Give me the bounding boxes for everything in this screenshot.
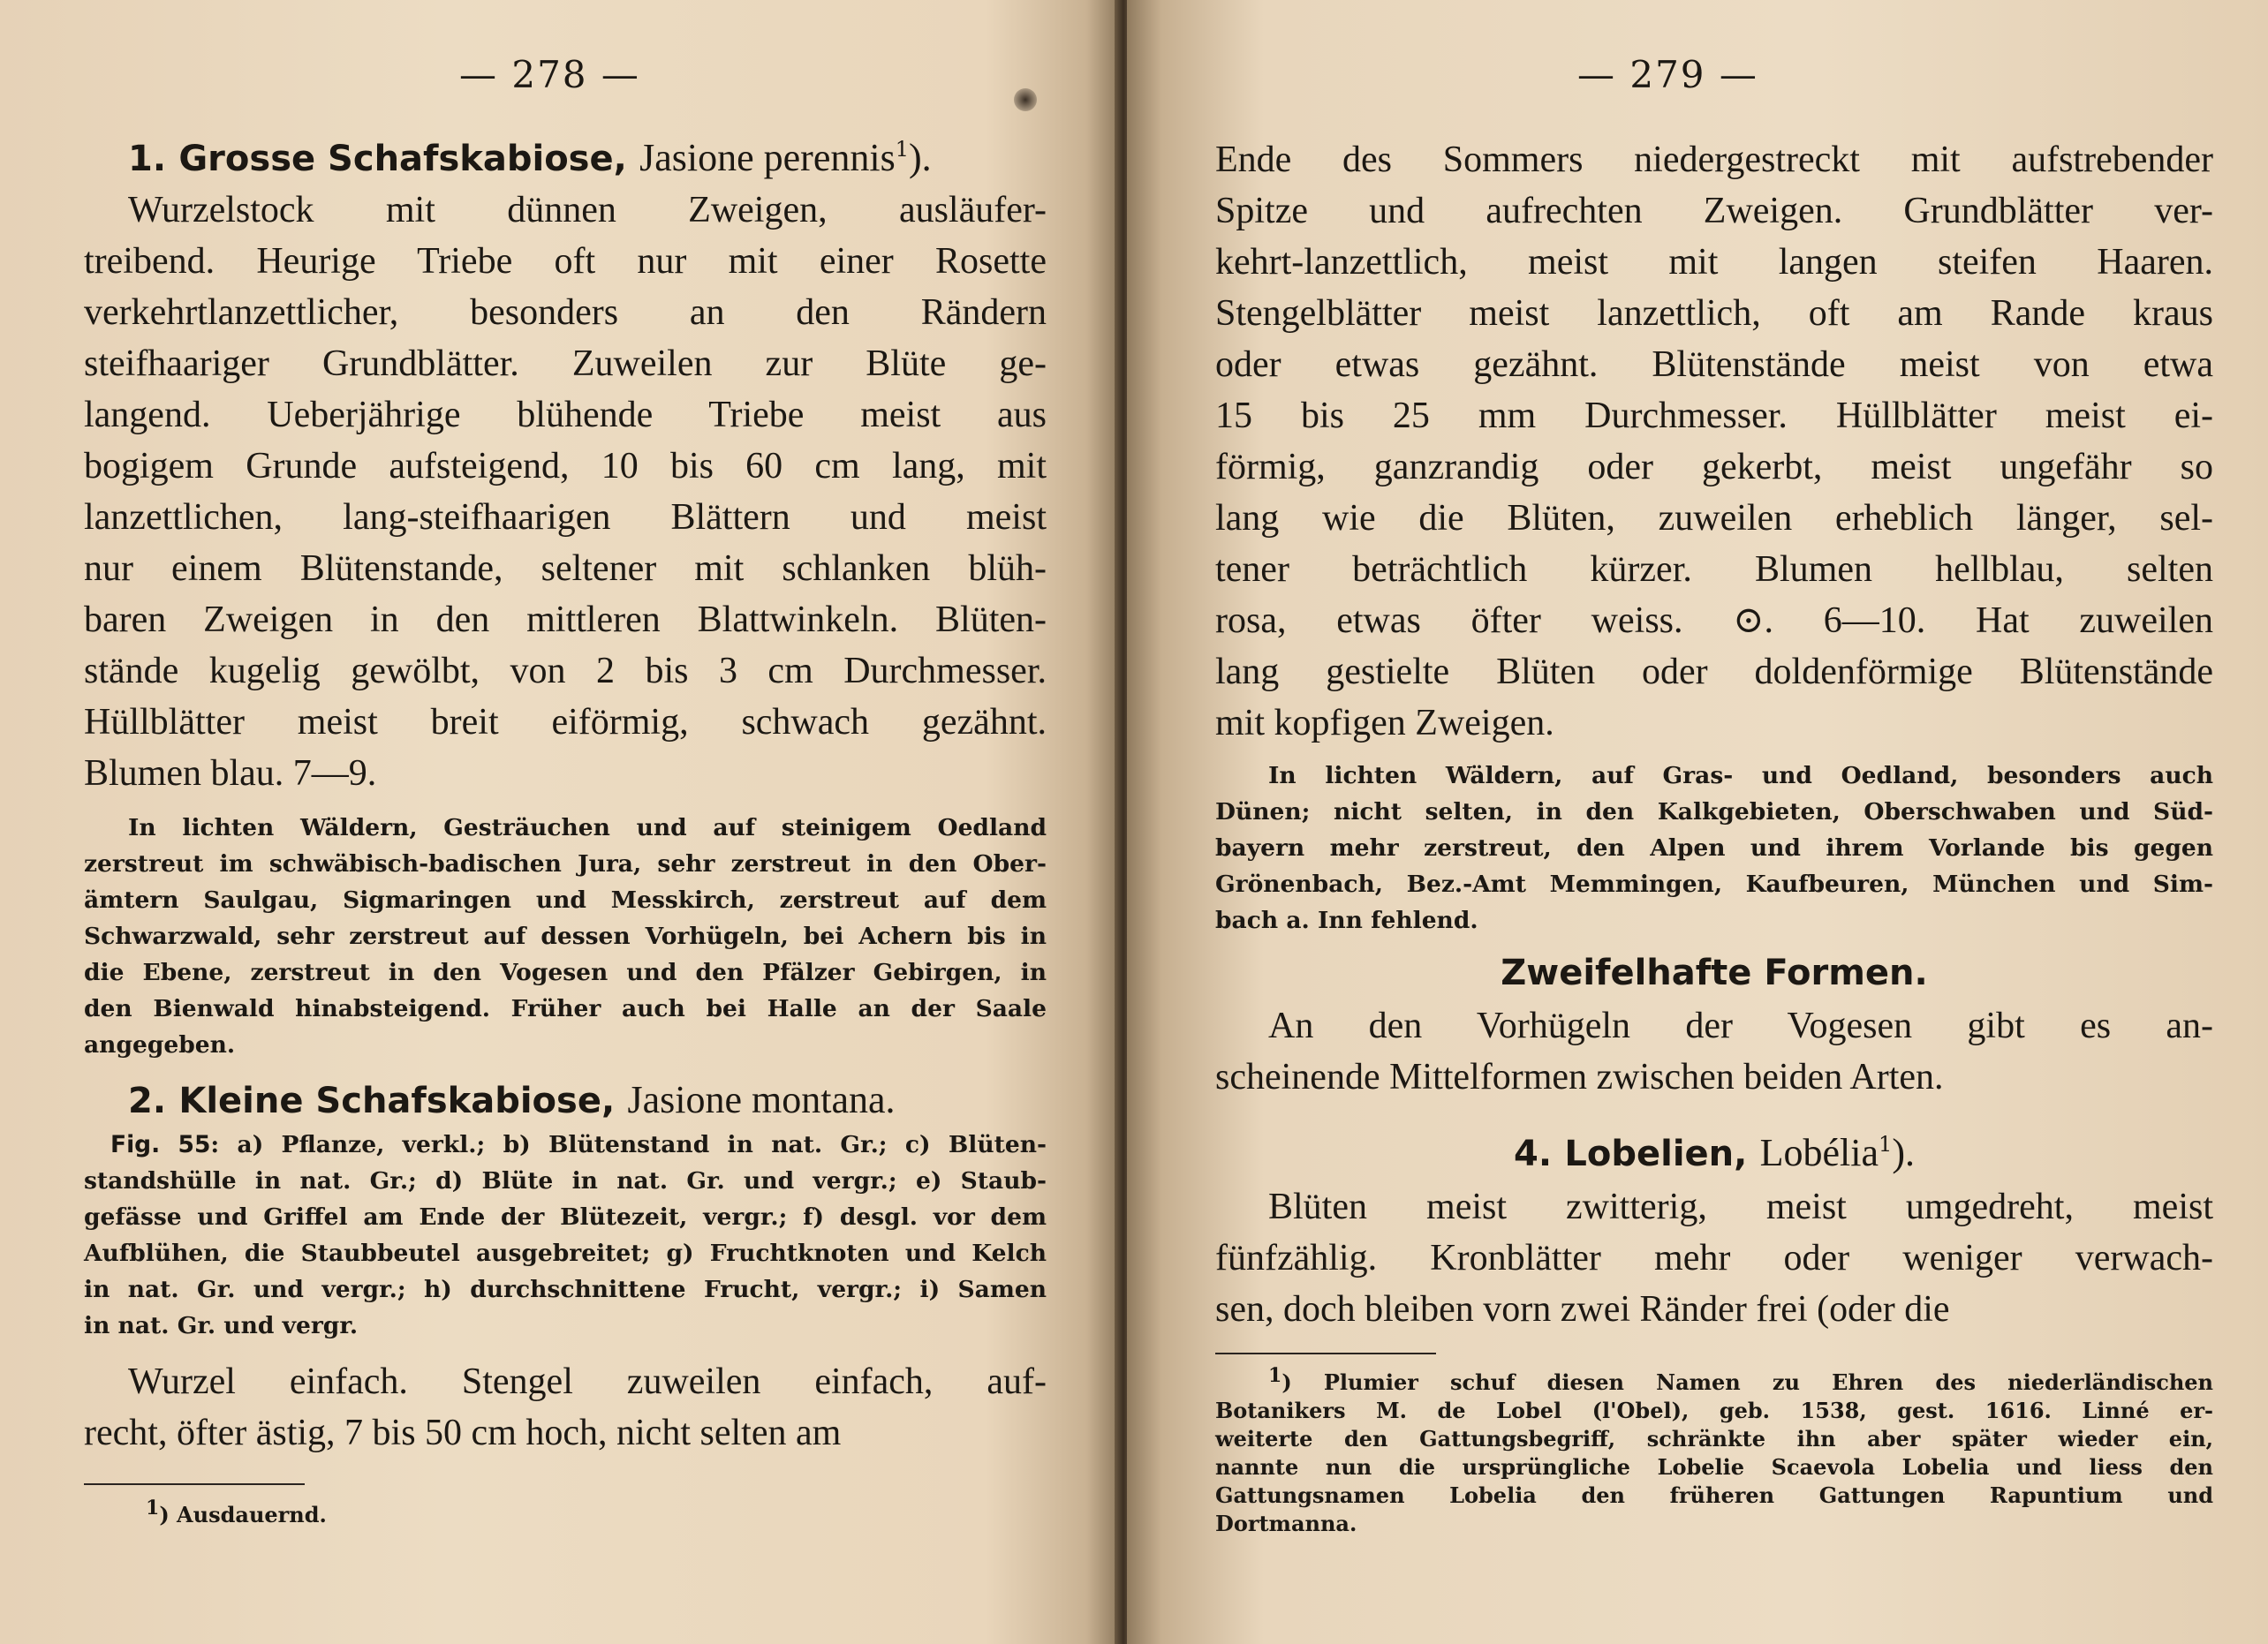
text-line: steifhaariger Grundblätter. Zuweilen zur Blüte ge- xyxy=(84,343,1047,384)
right-column xyxy=(1215,134,2213,1538)
genus-description xyxy=(1215,1181,2213,1335)
doubtful-forms-text xyxy=(1215,1000,2213,1103)
footnote: $^1$) Ausdauernd. xyxy=(146,1497,327,1527)
entry-1-distribution xyxy=(84,810,1047,1063)
ink-spot xyxy=(1014,88,1037,111)
text-line: bach a. Inn fehlend. xyxy=(1215,907,1478,934)
text-line: lang gestielte Blüten oder doldenförmige Blütenstände xyxy=(1215,652,2213,692)
continued-description xyxy=(1215,134,2213,749)
subheading: Zweifelhafte Formen. xyxy=(1501,953,1928,993)
text-line: rosa, etwas öfter weiss. ⊙. 6—10. Hat zuweilen xyxy=(1215,600,2213,641)
text-line: Spitze und aufrechten Zweigen. Grundblätter ver- xyxy=(1215,191,2213,231)
text-line: stände kugelig gewölbt, von 2 bis 3 cm Durchmesser. xyxy=(84,651,1047,691)
text-line: oder etwas gezähnt. Blütenstände meist von etwa xyxy=(1215,344,2213,385)
text-line: nur einem Blütenstande, seltener mit schlanken blüh- xyxy=(84,548,1047,589)
text-line: standshülle in nat. Gr.; d) Blüte in nat. Gr. und vergr.; e) Staub- xyxy=(84,1167,1047,1195)
entry-heading-1: 1. Grosse Schafskabiose, Jasione perennis$^1$). xyxy=(128,136,932,179)
text-line: Hüllblätter meist breit eiförmig, schwach gezähnt. xyxy=(84,702,1047,743)
text-line: bayern mehr zerstreut, den Alpen und ihrem Vorlande bis gegen xyxy=(1215,834,2213,862)
text-line: tener beträchtlich kürzer. Blumen hellblau, selten xyxy=(1215,549,2213,590)
footnote xyxy=(1215,1361,2213,1538)
text-line: zerstreut im schwäbisch-badischen Jura, sehr zerstreut in den Ober- xyxy=(84,850,1047,878)
text-line: in nat. Gr. und vergr. xyxy=(84,1312,359,1339)
text-line: ämtern Saulgau, Sigmaringen und Messkirch, zerstreut auf dem xyxy=(84,886,1047,914)
footnote-line xyxy=(1215,1361,2213,1397)
text-line: recht, öfter ästig, 7 bis 50 cm hoch, nicht selten am xyxy=(84,1413,842,1453)
text-line: kehrt-lanzettlich, meist mit langen steifen Haaren. xyxy=(1215,242,2213,283)
text-line: lang wie die Blüten, zuweilen erheblich länger, sel- xyxy=(1215,498,2213,539)
footnote-line: nannte nun die ursprüngliche Lobelie Scaevola Lobelia und liess den xyxy=(1215,1454,2213,1480)
genus-heading: 4. Lobelien, Lobélia$^1$). xyxy=(1514,1131,1915,1174)
text-line: sen, doch bleiben vorn zwei Ränder frei (oder die xyxy=(1215,1289,1950,1330)
text-line: baren Zweigen in den mittleren Blattwinkeln. Blüten- xyxy=(84,600,1047,640)
text-line: treibend. Heurige Triebe oft nur mit einer Rosette xyxy=(84,241,1047,282)
text-line: Blüten meist zwitterig, meist umgedreht, meist xyxy=(1268,1187,2213,1227)
footnote-line: Gattungsnamen Lobelia den früheren Gattungen Rapuntium und xyxy=(1215,1482,2213,1508)
text-line: Schwarzwald, sehr zerstreut auf dessen Vorhügeln, bei Achern bis in xyxy=(84,923,1047,950)
figure-caption xyxy=(84,1127,1047,1344)
left-page xyxy=(0,0,1120,1644)
footnote-rule xyxy=(84,1483,305,1485)
text-line: Aufblühen, die Staubbeutel ausgebreitet; g) Fruchtknoten und Kelch xyxy=(84,1240,1047,1267)
footnote-line: weiterte den Gattungsbegriff, schränkte ihn aber später wieder ein, xyxy=(1215,1426,2213,1452)
text-line: Wurzel einfach. Stengel zuweilen einfach, auf- xyxy=(128,1361,1047,1402)
distribution xyxy=(1215,758,2213,939)
text-line: Wurzelstock mit dünnen Zweigen, ausläufer- xyxy=(128,190,1047,230)
text-line: Stengelblätter meist lanzettlich, oft am Rande kraus xyxy=(1215,293,2213,334)
text-line: Blumen blau. 7—9. xyxy=(84,753,377,794)
text-line: An den Vorhügeln der Vogesen gibt es an- xyxy=(1268,1006,2213,1046)
text-line: Grönenbach, Bez.-Amt Memmingen, Kaufbeuren, München und Sim- xyxy=(1215,871,2213,898)
text-line: den Bienwald hinabsteigend. Früher auch bei Halle an der Saale xyxy=(84,995,1047,1022)
footnote-line: Dortmanna. xyxy=(1215,1511,1357,1536)
text-line: angegeben. xyxy=(84,1031,236,1059)
figure-label: Fig. 55 xyxy=(110,1131,211,1158)
text-line: förmig, ganzrandig oder gekerbt, meist ungefähr so xyxy=(1215,447,2213,487)
text-line: in nat. Gr. und vergr.; h) durchschnittene Frucht, vergr.; i) Samen xyxy=(84,1276,1047,1303)
entry-2-description xyxy=(84,1356,1047,1459)
right-page xyxy=(1127,0,2268,1644)
text-line: 15 bis 25 mm Durchmesser. Hüllblätter meist ei- xyxy=(1215,396,2213,436)
text-line: verkehrtlanzettlicher, besonders an den Rändern xyxy=(84,292,1047,333)
page-number: — 278 — xyxy=(459,53,640,96)
text-line: langend. Ueberjährige blühende Triebe meist aus xyxy=(84,395,1047,435)
text-line: In lichten Wäldern, auf Gras- und Oedland, besonders auch xyxy=(1268,762,2213,789)
text-line: fünfzählig. Kronblätter mehr oder weniger verwach- xyxy=(1215,1238,2213,1278)
text-line: Dünen; nicht selten, in den Kalkgebieten, Oberschwaben und Süd- xyxy=(1215,798,2213,826)
text-line: Fig. 55: a) Pflanze, verkl.; b) Blütenstand in nat. Gr.; c) Blüten- xyxy=(110,1131,1047,1158)
text-line: Ende des Sommers niedergestreckt mit aufstrebender xyxy=(1215,140,2213,180)
footnote-marker: 1 xyxy=(1268,1364,1282,1387)
entry-1-description xyxy=(84,185,1047,799)
text-line: lanzettlichen, lang-steifhaarigen Blättern und meist xyxy=(84,497,1047,538)
text-line: mit kopfigen Zweigen. xyxy=(1215,703,1554,743)
text-line: scheinende Mittelformen zwischen beiden Arten. xyxy=(1215,1057,1944,1097)
text-line: gefässe und Griffel am Ende der Blütezeit, vergr.; f) desgl. vor dem xyxy=(84,1203,1047,1231)
text-line: In lichten Wäldern, Gesträuchen und auf steinigem Oedland xyxy=(128,814,1047,841)
page-number: — 279 — xyxy=(1577,53,1758,96)
left-column xyxy=(84,124,1047,1529)
footnote-rule xyxy=(1215,1353,1436,1354)
entry-heading-2: 2. Kleine Schafskabiose, Jasione montana. xyxy=(128,1078,896,1121)
footnote-line: Botanikers M. de Lobel (l'Obel), geb. 1538, gest. 1616. Linné er- xyxy=(1215,1398,2213,1423)
text-line: die Ebene, zerstreut in den Vogesen und den Pfälzer Gebirgen, in xyxy=(84,959,1047,986)
text-line: bogigem Grunde aufsteigend, 10 bis 60 cm lang, mit xyxy=(84,446,1047,486)
footnote-text: ) Plumier schuf diesen Namen zu Ehren des niederländischen xyxy=(1281,1369,2213,1395)
